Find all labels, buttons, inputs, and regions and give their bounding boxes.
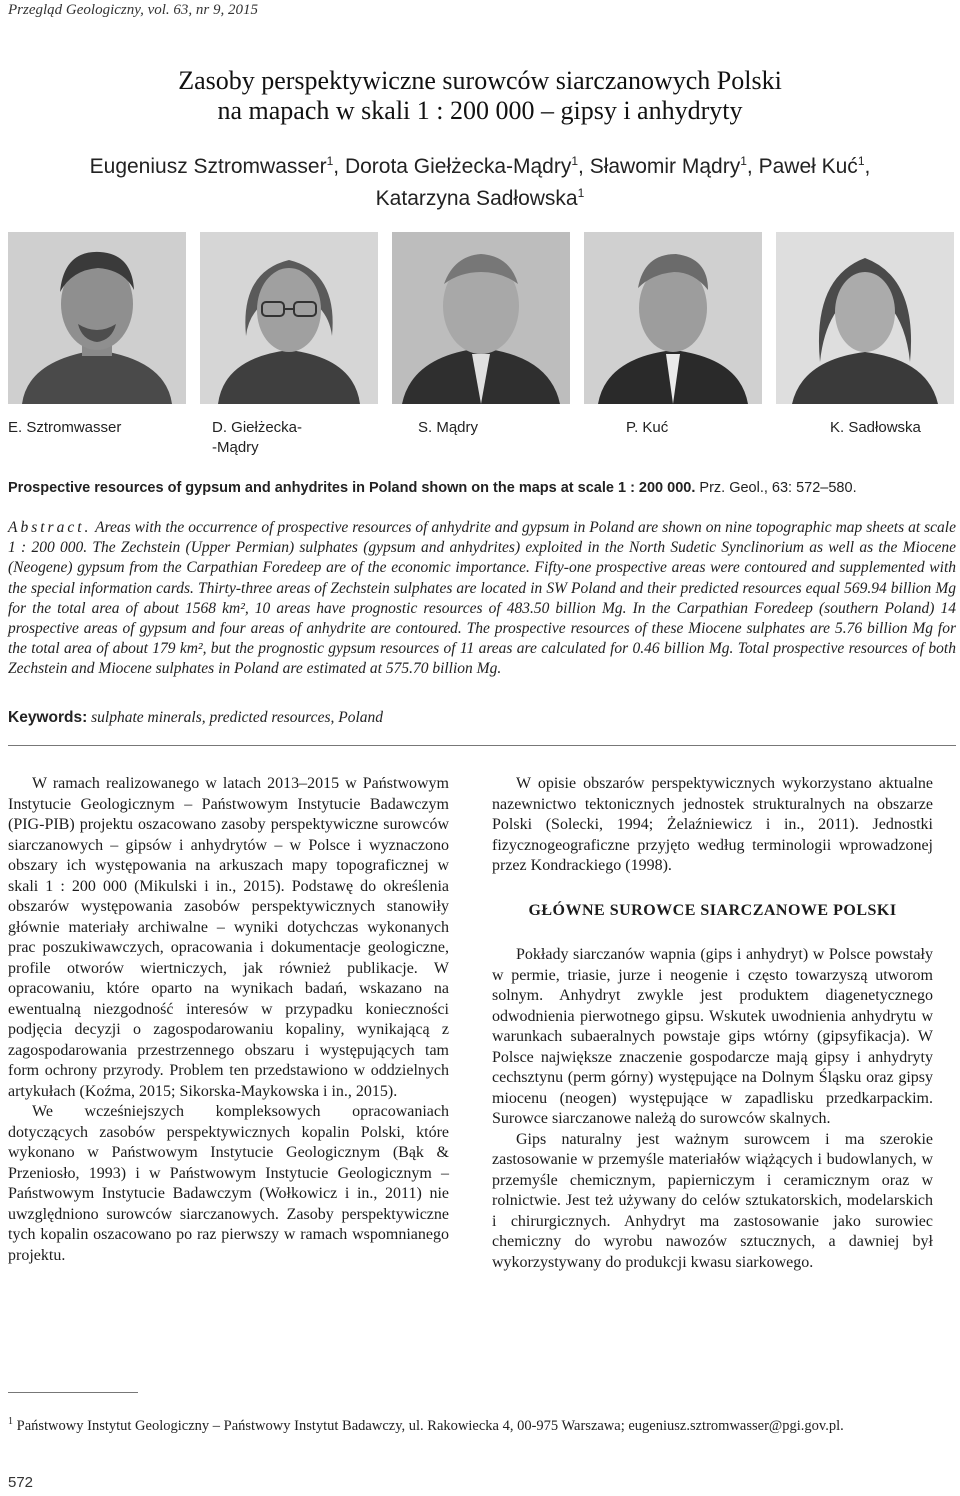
author-photo-gielzecka-madry: [200, 232, 378, 404]
photo-caption: E. Sztromwasser: [8, 419, 122, 436]
author-name: Paweł Kuć: [758, 155, 858, 178]
abstract-text: Areas with the occurrence of prospective resources of anhydrite and gypsum in Poland are shown on nine topographic map sheets at scale 1 : 200 000. The Zechstein (Upper Permian) sulphates (gypsum and anhydrites) exploited in the North Sudetic Synclinorium as well as the Miocene (Neogene) gypsum from the Carpathian Foredeep are of the economic importance. Fifty-one prospective areas were contoured and supplemented with the special information cards. Thirty-three areas of Zechstein sulphates are located in SW Poland and their predicted resources equal 569.94 billion Mg for the total area of about 1568 km², 10 areas have prognostic resources of 483.50 billion Mg. In the Carpathian Foredeep (southern Poland) 14 prospective areas of gypsum and four areas of anhydrite are contoured. The prospective resources of these Miocene sulphates are 5.76 billion Mg for the total area of about 179 km², but the prognostic gypsum resources of 11 areas are calculated for 0.46 billion Mg. Total prospective resources of both Zechstein and Miocene sulphates in Poland are estimated at 575.70 billion Mg.: [8, 519, 956, 678]
reference-title: Prospective resources of gypsum and anhydrites in Poland shown on the maps at scale 1 : 200 000.: [8, 480, 696, 496]
author-name: Katarzyna Sadłowska: [375, 187, 578, 210]
footnote-text: Państwowy Instytut Geologiczny – Państwowy Instytut Badawczy, ul. Rakowiecka 4, 00-975 Warszawa; eugeniusz.sztromwasser@pgi.gov.pl.: [16, 1417, 844, 1434]
affiliation-mark: 1: [577, 186, 585, 200]
right-column: [492, 774, 933, 1273]
keywords: [8, 709, 383, 727]
title-line-2: na mapach w skali 1 : 200 000 – gipsy i anhydryty: [217, 96, 743, 125]
body-paragraph: Pokłady siarczanów wapnia (gips i anhydryt) w Polsce powstały w permie, triasie, jurze i neogenie i często towarzyszą utworom solnym. Anhydryt zwykle jest produktem diagenetycznego odwodnienia pierwotnego gipsu. Wskutek uwodnienia anhydrytu w warunkach subaeralnych powstaje gips wtórny (gipsyfikacja). W Polsce największe znaczenie gospodarcze mają gipsy i anhydryty cechsztynu (perm górny) występujące na Dolnym Śląsku oraz gipsy miocenu (neogen) występujące w zapadlisku przedkarpackim. Surowce siarczanowe należą do surowców skalnych.: [492, 946, 933, 1127]
author-separator: ,: [578, 155, 590, 178]
abstract-label: Abstract.: [8, 519, 92, 536]
article-title: [40, 66, 920, 126]
author-photo-sadlowska: [776, 232, 954, 404]
divider: [8, 745, 956, 746]
journal-header: Przegląd Geologiczny, vol. 63, nr 9, 2015: [8, 2, 258, 18]
reference-citation: Prz. Geol., 63: 572–580.: [699, 480, 857, 496]
author-photo-madry: [392, 232, 570, 404]
affiliation-mark: 1: [740, 154, 747, 168]
title-line-1: Zasoby perspektywiczne surowców siarczanowych Polski: [178, 66, 782, 95]
photo-caption: S. Mądry: [418, 419, 479, 436]
body-paragraph: Gips naturalny jest ważnym surowcem i ma szerokie zastosowanie w przemyśle materiałów wiążących i budowlanych, w przemyśle chemicznym, papierniczym i ceramicznym oraz w rolnictwie. Jest też używany do celów sztukatorskich, modelarskich i chirurgicznych. Anhydryt ma zastosowanie jako surowiec chemiczny do wyrobu nawozów sztucznych, a dawniej był wykorzystywany do produkcji kwasu siarkowego.: [492, 1130, 933, 1271]
footnote-mark: 1: [8, 1416, 13, 1427]
author-list: [40, 148, 920, 212]
footnote: [8, 1412, 956, 1436]
affiliation-mark: 1: [571, 154, 579, 168]
photo-caption: [212, 418, 302, 458]
body-paragraph: W ramach realizowanego w latach 2013–2015 w Państwowym Instytucie Geologicznym – Państwowym Instytucie Badawczym (PIG-PIB) projektu oszacowano zasoby perspektywiczne surowców siarczanowych – gipsów i anhydrytów – w Polsce i wyznaczono obszary ich występowania na arkuszach mapy topograficznej w skali 1 : 200 000 (Mikulski i in., 2015). Podstawę do określenia obszarów występowania zasobów perspektywicznych stanowiły głównie materiały archiwalne – wyniki dotychczas wykonanych prac poszukiwawczych, opracowania i dokumentacje geologiczne, profile otworów wiertniczych, jak również publikacje. W opracowaniu, które oparto na wynikach badań, wskazano na ewentualną niezgodność interesów w przypadku konieczności podjęcia decyzji o zagospodarowaniu kopaliny, wynikającą z zagospodarowania przestrzennego obszaru i występujących tam form ochrony przyrody. Problem ten przedstawiono w oddzielnych artykułach (Koźma, 2015; Sikorska-Maykowska i in., 2015).: [8, 775, 449, 1100]
page-number: 572: [8, 1474, 34, 1491]
author-name: Eugeniusz Sztromwasser: [89, 155, 327, 178]
photo-caption: K. Sadłowska: [830, 419, 921, 436]
authors-line-2: [40, 180, 920, 212]
section-heading: GŁÓWNE SUROWCE SIARCZANOWE POLSKI: [528, 901, 897, 919]
left-column: [8, 774, 449, 1266]
author-name: Dorota Giełżecka-Mądry: [344, 155, 572, 178]
affiliation-mark: 1: [857, 154, 865, 168]
author-photo-sztromwasser: [8, 232, 186, 404]
authors-line-1: [40, 148, 920, 180]
author-photo-kuc: [584, 232, 762, 404]
english-reference: [8, 480, 857, 496]
body-paragraph: We wcześniejszych kompleksowych opracowaniach dotyczących zasobów perspektywicznych kopalin Polski, które wykonano w Państwowym Instytucie Geologicznym (Bąk & Przeniosło, 1993) i w Państwowym Instytucie Geologicznym – Państwowym Instytucie Badawczym (Wołkowicz i in., 2011) nie uwzględniono surowców siarczanowych. Zasoby perspektywiczne tych kopalin oszacowano po raz pierwszy w ramach wspomnianego projektu.: [8, 1103, 449, 1264]
photo-caption: P. Kuć: [626, 419, 669, 436]
keywords-label: Keywords:: [8, 709, 88, 726]
body-paragraph: W opisie obszarów perspektywicznych wykorzystano aktualne nazewnictwo tektonicznych jednostek strukturalnych na obszarze Polski (Solecki, 1994; Żelaźniewicz i in., 2011). Jednostki fizycznogeograficzne przyjęto według terminologii wprowadzonej przez Kondrackiego (1998).: [492, 775, 933, 874]
footnote-divider: [8, 1392, 138, 1393]
author-separator: ,: [333, 155, 345, 178]
abstract: [8, 518, 956, 680]
caption-line: -Mądry: [212, 439, 259, 456]
keywords-value: sulphate minerals, predicted resources, Poland: [91, 709, 383, 726]
affiliation-mark: 1: [326, 154, 334, 168]
author-separator: ,: [746, 155, 759, 178]
author-separator: ,: [864, 155, 871, 178]
caption-line: D. Giełżecka-: [212, 419, 303, 436]
author-name: Sławomir Mądry: [589, 155, 741, 178]
